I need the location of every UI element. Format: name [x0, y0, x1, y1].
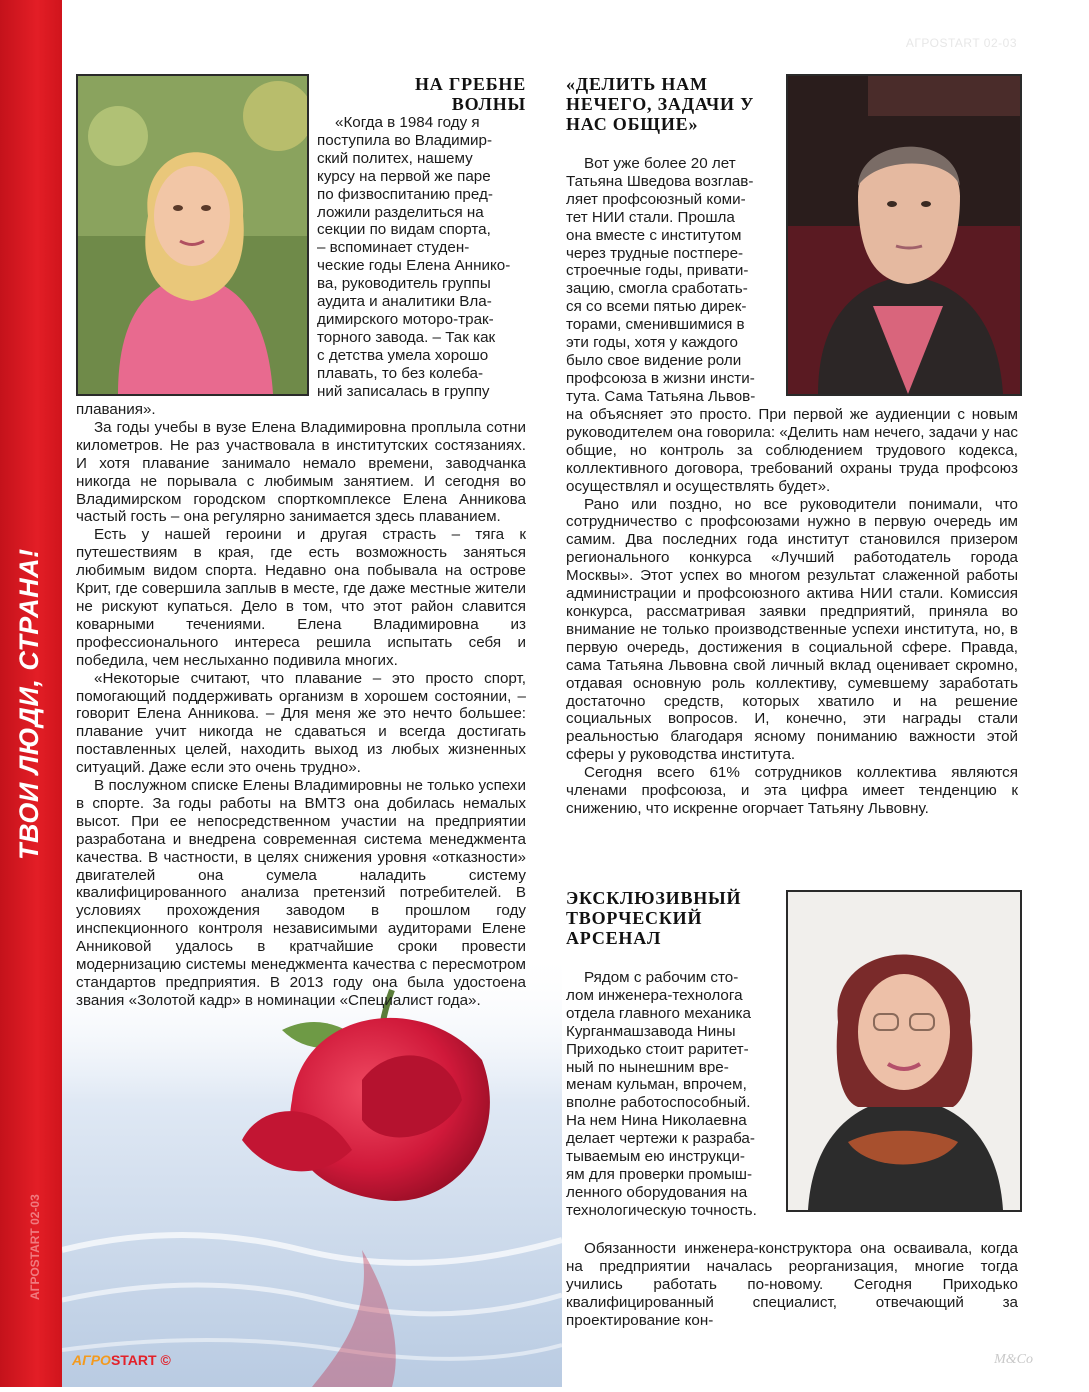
intro-line: ленного оборудования на [566, 1183, 748, 1201]
intro-line: технологическую точность. [566, 1201, 757, 1219]
paragraph: Обязанности инженера-конструктора она осваивала, когда на предприятии началась реорганизация, многие тогда учились работать по-новому. Сегодня Приходько квалифицированный специалист, отвечающий за проектирование кон- [566, 1240, 1018, 1329]
intro-line: менам кульман, впрочем, [566, 1076, 747, 1094]
section2-heading [566, 74, 766, 134]
intro-line: с детства умела хорошо [317, 346, 489, 364]
intro-line: На нем Нина Николаевна [566, 1112, 747, 1130]
intro-line: ложили разделиться на [317, 203, 484, 221]
intro-line: тываемым ею инструкци- [566, 1148, 745, 1166]
intro-line: Приходько стоит раритет- [566, 1040, 749, 1058]
heading-line: АРСЕНАЛ [566, 928, 662, 948]
intro-line: Вот уже более 20 лет [584, 155, 736, 172]
intro-line: курсу на первой же паре [317, 167, 491, 185]
intro-line: димирского моторо-трак- [317, 310, 494, 328]
intro-line: вполне работоспособный. [566, 1094, 751, 1112]
paragraph: Сегодня всего 61% сотрудников коллектива являются членами профсоюза, и эта цифра имеет тенденцию к снижению, что искренне огорчает Татьяну Львовну. [566, 764, 1018, 817]
intro-line: ний записалась в группу [317, 382, 490, 400]
photo-nina-prikhodko [786, 890, 1022, 1212]
paragraph: на объясняет это просто. При первой же аудиенции с новым руководителем она говорила: «Делить нам нечего, задачи у нас общие, но контроль за соблюдением трудового кодекса, коллективного договора, требований охраны труда профсоюз осуществлял и осуществлять будет». [566, 406, 1018, 495]
paragraph: плавания». [76, 401, 156, 418]
publisher-signature: M&Co [994, 1352, 1033, 1367]
intro-line: торами, сменившимися в [566, 316, 745, 334]
intro-line: через трудные постпере- [566, 244, 744, 262]
intro-line: она вместе с институтом [566, 226, 742, 244]
paragraph: За годы учебы в вузе Елена Владимировна проплыла сотни километров. Не раз участвовала в институтских состязаниях. И хотя плавание занимало немало времени, заводчанка никогда не порывала с любимым занятием. И сегодня во Владимирском городском спорткомплексе Елена Анникова частый гость – она регулярно занимается здесь плаванием. [76, 418, 526, 526]
section2-intro [566, 155, 762, 406]
intro-line: лом инженера-технолога [566, 986, 743, 1004]
section1-heading: НА ГРЕБНЕ ВОЛНЫ [414, 74, 526, 114]
intro-line: поступила во Владимир- [317, 131, 492, 149]
intro-line: по физвоспитанию пред- [317, 185, 493, 203]
heading-line: НАС ОБЩИЕ» [566, 114, 699, 134]
photo-elena-annikova [76, 74, 309, 396]
intro-line: плавать, то без колеба- [317, 364, 484, 382]
paragraph: Есть у нашей героини и другая страсть – тяга к путешествиям в края, где есть возможность заняться любимым видом спорта. Недавно она побывала на острове Крит, где совершила заплыв в месте, где даже местные жители не рискуют купаться. Дело в том, что этот район славится коварными течениями. Елена Владимировна из профессионального интереса решила испытать себя и победила, чем неслыханно подивила многих. [76, 526, 526, 669]
intro-line: ся со всеми пятью дирек- [566, 298, 747, 316]
intro-line: Рядом с рабочим сто- [584, 969, 739, 986]
heading-line: ЭКСКЛЮЗИВНЫЙ [566, 888, 742, 908]
paragraph: В послужном списке Елены Владимировны не только успехи в спорте. За годы работы на ВМТЗ она добилась немалых высот. При ее непосредственном участии на предприятии разработана и внедрена современная система менеджмента качества. В частности, в целях снижения уровня «отказности» двигателей она сумела наладить систему квалифицированного анализа претензий потребителей. В условиях прохождения заводом в прошлом году инспекционного контроля независимыми аудиторами Елене Анниковой удалось в кратчайшие сроки провести модернизацию системы менеджмента качества с пересмотром стандартов предприятия. В 2013 году она была удостоена звания «Золотой кадр» в номинации «Специалист года». [76, 777, 526, 1009]
intro-line: было свое видение роли [566, 351, 742, 369]
intro-line: тет НИИ стали. Прошла [566, 208, 735, 226]
intro-line: ляет профсоюзный коми- [566, 190, 746, 208]
rose-decoration [62, 950, 562, 1387]
photo-tatiana-shvedova [786, 74, 1022, 396]
magazine-logo [72, 1352, 171, 1368]
intro-line: – вспоминает студен- [317, 239, 470, 257]
intro-line: торного завода. – Так как [317, 328, 496, 346]
issue-tag: АГРОSTART 02-03 [905, 36, 1017, 50]
paragraph: «Некоторые считают, что плавание – это просто спорт, помогающий поддерживать организм в хорошем состоянии, – говорит Елена Анникова. – Для меня же это нечто большее: плавание учит никогда не сдаваться и всегда достигать поставленных целей, находить выход из любых жизненных ситуаций. Даже если это очень трудно». [76, 669, 526, 777]
section-rubric [14, 820, 45, 860]
section3-intro [566, 969, 762, 1220]
intro-line: зацию, смогла сработать- [566, 280, 748, 298]
section2-body [566, 406, 1018, 818]
intro-line: тута. Сама Татьяна Львов- [566, 387, 756, 405]
heading-line: НЕЧЕГО, ЗАДАЧИ У [566, 94, 755, 114]
intro-line: отдела главного механика [566, 1004, 751, 1022]
section3-body [566, 1240, 1018, 1330]
intro-line: ва, руководитель группы [317, 275, 491, 293]
section3-heading [566, 888, 766, 948]
intro-line: «Когда в 1984 году я [335, 114, 480, 131]
section1-intro [317, 114, 526, 401]
intro-line: ческие годы Елена Аннико- [317, 257, 511, 275]
intro-line: эти годы, хотя у каждого [566, 334, 738, 352]
heading-line: ТВОРЧЕСКИЙ [566, 908, 703, 928]
logo-start: START [110, 1352, 157, 1368]
intro-line: ский политех, нашему [317, 149, 473, 167]
intro-line: ный по нынешним вре- [566, 1058, 729, 1076]
intro-line: ям для проверки промыш- [566, 1165, 753, 1183]
logo-agro: АГРО [72, 1352, 111, 1368]
logo-suffix: © [160, 1352, 171, 1368]
intro-line: Татьяна Шведова возглав- [566, 172, 754, 190]
intro-line: аудита и аналитики Вла- [317, 293, 492, 311]
intro-line: секции по видам спорта, [317, 221, 491, 239]
paragraph: Рано или поздно, но все руководители понимали, что сотрудничество с профсоюзами нужно в первую очередь им самим. Два последних года институт становился призером регионального конкурса «Лучший работодатель города Москвы». Этот успех во многом результат слаженной работы администрации и профсоюзного актива НИИ стали. Комиссия конкурса, рассматривая заявки предприятий, приняла во внимание не только производственные успехи института, но, в первую очередь, достижения в социальной сфере. Правда, сама Татьяна Львовна свой личный вклад оценивает скромно, отдавая основную роль коллективу, сумевшему заработать достаточно средств, которых хватило и на решение социальных вопросов. И, конечно, эти награды стали реальностью благодаря ясному пониманию важности этой сферы у руководства института. [566, 495, 1018, 764]
intro-line: Курганмашзавода Нины [566, 1022, 736, 1040]
intro-line: строечные годы, привати- [566, 262, 749, 280]
side-footer: АГРОSTART 02-03 [28, 1194, 42, 1300]
intro-line: делает чертежи к разраба- [566, 1130, 755, 1148]
intro-line: профсоюза в жизни инсти- [566, 369, 755, 387]
section1-body [76, 401, 526, 1010]
heading-line: «ДЕЛИТЬ НАМ [566, 74, 708, 94]
